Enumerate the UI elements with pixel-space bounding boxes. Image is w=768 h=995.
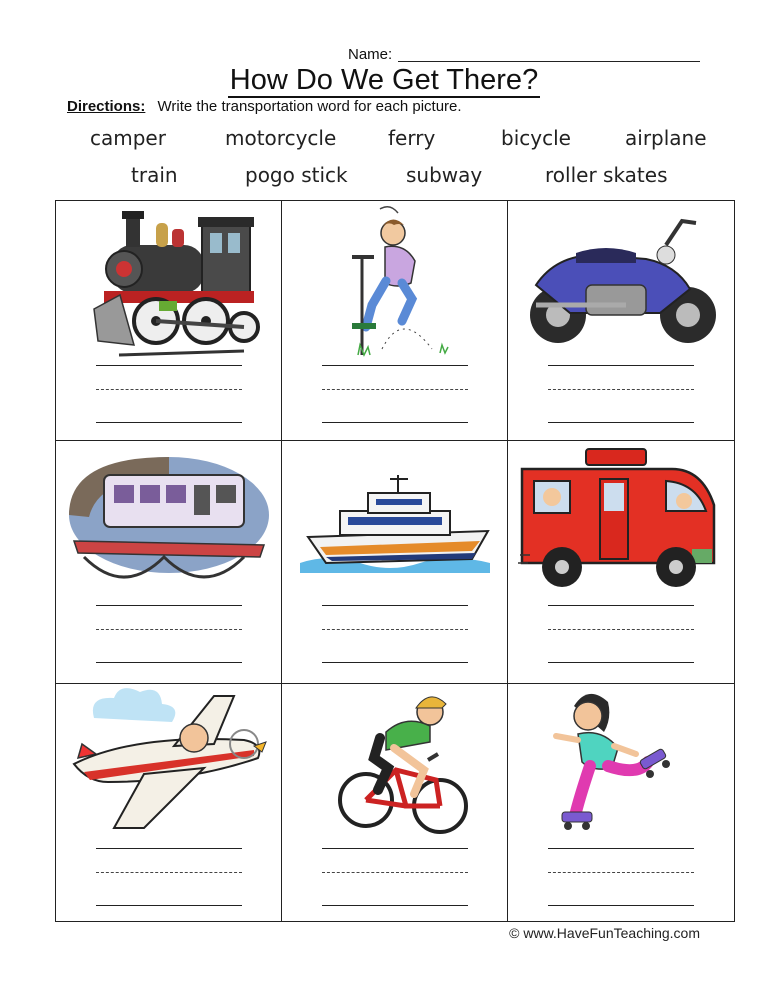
directions-label: Directions:: [67, 98, 146, 115]
name-label: Name:: [348, 46, 393, 63]
answer-midline: [322, 629, 468, 630]
ferry-icon: [290, 445, 500, 597]
picture-cell: [282, 201, 508, 441]
answer-midline: [96, 872, 242, 873]
word-camper: camper: [90, 126, 166, 150]
train-icon: [64, 205, 274, 357]
page-title: [0, 64, 768, 97]
word-ferry: ferry: [388, 126, 436, 150]
answer-line[interactable]: [322, 422, 468, 423]
answer-line[interactable]: [322, 848, 468, 849]
answer-midline: [548, 389, 694, 390]
answer-midline: [96, 389, 242, 390]
copyright-footer: © www.HaveFunTeaching.com: [509, 925, 700, 941]
answer-line[interactable]: [322, 662, 468, 663]
answer-line[interactable]: [322, 905, 468, 906]
word-airplane: airplane: [625, 126, 707, 150]
word-pogo-stick: pogo stick: [245, 163, 348, 187]
picture-cell: [56, 684, 282, 924]
name-field[interactable]: [398, 61, 700, 62]
word-roller-skates: roller skates: [545, 163, 668, 187]
answer-line[interactable]: [548, 848, 694, 849]
answer-line[interactable]: [96, 605, 242, 606]
picture-cell: [508, 684, 734, 924]
motorcycle-icon: [516, 205, 726, 357]
answer-line[interactable]: [96, 905, 242, 906]
subway-icon: [64, 445, 274, 597]
camper-icon: [516, 445, 726, 597]
bicycle-icon: [290, 688, 500, 840]
answer-line[interactable]: [96, 365, 242, 366]
answer-midline: [322, 872, 468, 873]
page-title-text: How Do We Get There?: [229, 64, 539, 96]
roller-skates-icon: [516, 688, 726, 840]
airplane-icon: [64, 688, 274, 840]
word-train: train: [131, 163, 178, 187]
answer-line[interactable]: [548, 365, 694, 366]
answer-midline: [96, 629, 242, 630]
picture-cell: [56, 201, 282, 441]
answer-line[interactable]: [548, 662, 694, 663]
answer-line[interactable]: [548, 422, 694, 423]
answer-midline: [322, 389, 468, 390]
answer-line[interactable]: [322, 365, 468, 366]
word-motorcycle: motorcycle: [225, 126, 337, 150]
answer-line[interactable]: [96, 422, 242, 423]
picture-cell: [282, 684, 508, 924]
answer-line[interactable]: [96, 662, 242, 663]
directions-text: Write the transportation word for each picture.: [157, 98, 462, 115]
answer-line[interactable]: [548, 905, 694, 906]
word-bicycle: bicycle: [501, 126, 571, 150]
picture-grid: [55, 200, 735, 922]
picture-cell: [508, 441, 734, 681]
word-subway: subway: [406, 163, 483, 187]
picture-cell: [282, 441, 508, 681]
directions: [67, 98, 462, 115]
answer-midline: [548, 629, 694, 630]
pogo-stick-icon: [290, 205, 500, 357]
answer-line[interactable]: [96, 848, 242, 849]
picture-cell: [508, 201, 734, 441]
answer-line[interactable]: [548, 605, 694, 606]
answer-midline: [548, 872, 694, 873]
answer-line[interactable]: [322, 605, 468, 606]
picture-cell: [56, 441, 282, 681]
